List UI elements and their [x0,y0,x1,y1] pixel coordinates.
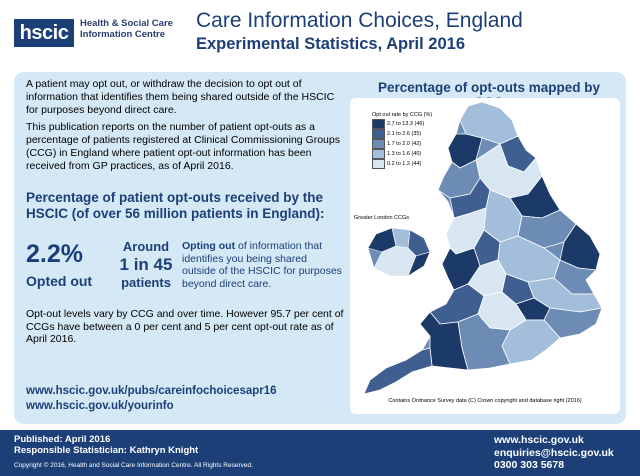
legend-row-2 [372,129,444,139]
legend-swatch-2 [372,129,385,139]
footer [0,430,640,476]
publication-info [14,434,198,456]
ratio-line-2: 1 in 45 [119,255,173,274]
ratio-stat [110,239,182,291]
legend-swatch-1 [372,119,385,129]
legend-row-1 [372,119,444,129]
responsible-statistician: Responsible Statistician: Kathryn Knight [14,445,199,456]
legend-row-3 [372,139,444,149]
contact-info [494,434,614,472]
london-inset-label: Greater London CCGs [354,215,410,221]
map-credit: Contains Ordnance Survey data (C) Crown copyright and database right (2016) [388,398,582,404]
opt-out-stat [26,240,116,290]
ratio-line-1: Around [122,239,170,254]
legend-row-4 [372,149,444,159]
map-panel [350,98,620,414]
opt-out-desc-bold: Opting out [182,240,236,252]
legend-label-2: 2.1 to 2.6 (35) [387,131,422,137]
opt-out-description [182,240,342,290]
links [26,384,326,414]
footer-phone: 0300 303 5678 [494,459,565,471]
legend-label-5: 0.2 to 1.2 (44) [387,161,422,167]
published-date: Published: April 2016 [14,434,111,445]
page-subtitle: Experimental Statistics, April 2016 [196,35,466,53]
map-legend [372,112,444,169]
legend-label-4: 1.3 to 1.6 (40) [387,151,422,157]
legend-title: Opt out rate by CCG (%) [372,112,433,118]
legend-swatch-3 [372,139,385,149]
footer-email-link[interactable]: enquiries@hscic.gov.uk [494,446,614,459]
ccg-region-devon-cornwall [364,348,432,394]
yourinfo-link[interactable]: www.hscic.gov.uk/yourinfo [26,400,174,412]
publication-link[interactable]: www.hscic.gov.uk/pubs/careinfochoicesapr16 [26,385,277,397]
page-title: Care Information Choices, England [196,9,523,32]
opt-out-value: 2.2% [26,240,83,268]
intro-paragraph-2: This publication reports on the number of patient opt-outs as a percentage of patients registered at Clinical Commissioning Groups (CCG) in England where patient opt-out information has been received from GP practices, as of April 2016. [26,121,340,172]
logo-subtitle: Health & Social Care Information Centre [80,18,173,40]
footer-website-link[interactable]: www.hscic.gov.uk [494,434,584,446]
variation-text: Opt-out levels vary by CCG and over time. However 95.7 per cent of CCGs have between a 0 per cent and 5 per cent opt-out rate as of April 2016. [26,308,344,345]
ratio-line-3: patients [121,275,171,290]
opt-out-label: Opted out [26,273,93,289]
legend-label-1: 2.7 to 13.3 (46) [387,121,425,127]
legend-swatch-5 [372,159,385,169]
intro-paragraph-1: A patient may opt out, or withdraw the decision to opt out of information that identifies them being shared outside of the HSCIC for purposes beyond direct care. [26,78,335,116]
percentage-heading: Percentage of patient opt-outs received by the HSCIC (of over 56 million patients in England): [26,190,325,221]
header [0,0,640,72]
legend-swatch-4 [372,149,385,159]
hscic-logo[interactable]: hscic [14,19,74,47]
intro-text [26,78,346,178]
opt-out-desc-rest: of information that identifies you being shared outside of the HSCIC for purposes beyond direct care. [182,240,342,290]
legend-label-3: 1.7 to 2.0 (42) [387,141,422,147]
copyright: Copyright © 2016, Health and Social Care Information Centre. All Rights Reserved. [14,462,253,469]
map-title: Percentage of opt-outs mapped by [377,80,601,95]
legend-row-5 [372,159,444,169]
main-panel [14,72,626,424]
